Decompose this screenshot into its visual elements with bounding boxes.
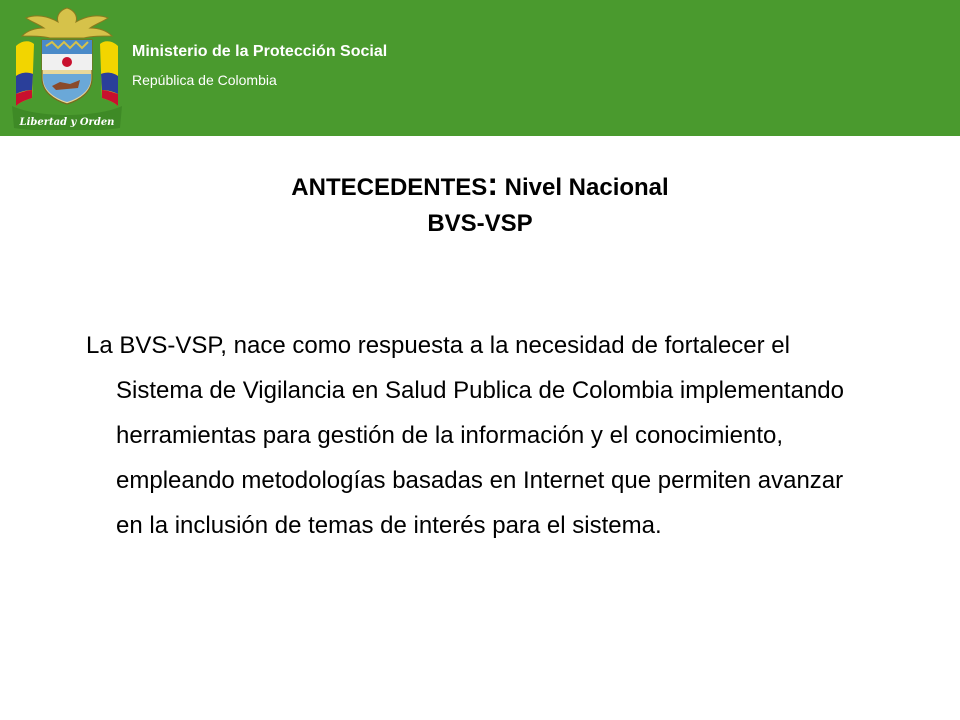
ministry-name: Ministerio de la Protección Social bbox=[132, 43, 388, 60]
colombia-coat-of-arms-icon bbox=[8, 6, 126, 130]
header-banner bbox=[0, 0, 960, 136]
title-colon: : bbox=[487, 166, 498, 202]
slide-title bbox=[0, 166, 960, 242]
title-line-2: BVS-VSP bbox=[427, 210, 533, 237]
logo-motto: Libertad y Orden bbox=[19, 117, 115, 128]
republic-name: República de Colombia bbox=[132, 72, 277, 88]
body-paragraph: La BVS-VSP, nace como respuesta a la necesidad de fortalecer el Sistema de Vigilancia en Salud Publica de Colombia implementando herramientas para gestión de la información y el conocimiento, empleando metodologías basadas en Internet que permiten avanzar en la inclusión de temas de interés para el sistema. bbox=[86, 332, 844, 539]
title-line-1 bbox=[0, 166, 960, 206]
title-part-2: Nivel Nacional bbox=[497, 174, 669, 201]
title-part-1: ANTECEDENTES bbox=[291, 174, 488, 201]
